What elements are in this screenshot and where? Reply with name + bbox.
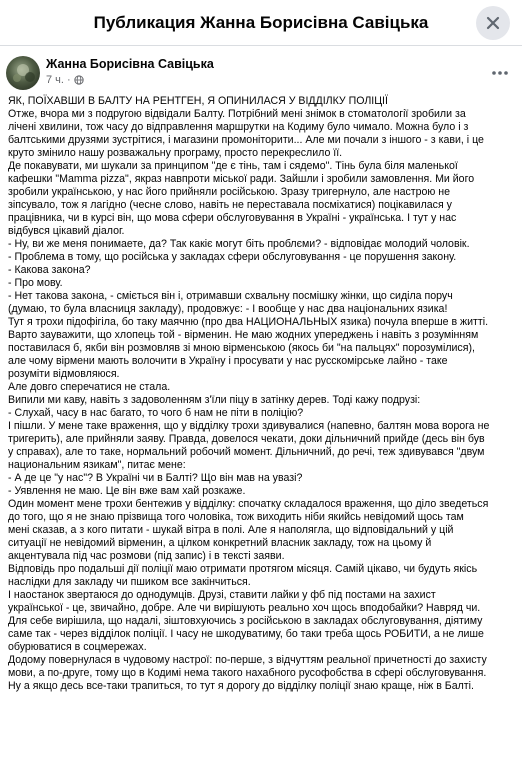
post-text-line: Де покавувати, ми шукали за принципом "де є тінь, там і сядемо". Тінь була біля маленької <box>8 160 458 172</box>
post-text-line: у справах), але то таке, нормальний робочий момент. Дільничний, до речі, теж здивувався "двум <box>8 446 485 458</box>
post-text <box>8 95 514 693</box>
post-text-line: І пішли. У мене таке враження, що у відділку трохи здивувалися (напевно, балтян мова ворога не <box>8 420 490 432</box>
post-dialog-header <box>0 0 522 46</box>
post-text-line: - Какова закона? <box>8 264 91 276</box>
post-text-line: але чому вірмени мають волочити в Україну і просувати у нас русскомірське лайно - таке <box>8 355 448 367</box>
post-text-line: Але довго сперечатися не стала. <box>8 381 171 393</box>
post-text-line: лічені хвилини, тож часу до відправлення маршрутки на Кодиму було чимало. Можна було і з <box>8 121 469 133</box>
post-text-line: Випили ми каву, навіть з задоволенням з'їли піцу в затінку дерев. Тоді кажу подрузі: <box>8 394 421 406</box>
post-text-line: зіпсувало, тож я лагідно (чесне слово, навіть не переставала посміхатися) поцікавилася у <box>8 199 452 211</box>
post-text-line: кафешки "Mamma pizza", якраз навпроти міської ради. Зайшли і зробили замовлення. Ми його <box>8 173 475 185</box>
post-text-line: Отже, вчора ми з подругою відвідали Балту. Потрібний мені знімок в стоматології зробили за <box>8 108 466 120</box>
avatar[interactable] <box>6 56 40 90</box>
post-text-line: Один момент мене трохи бентежив у відділку: спочатку складалося враження, що діло зведеться <box>8 498 489 510</box>
post-text-line: обурюватися в соцмережах. <box>8 641 147 653</box>
post-text-line: відбувся цікавий діалог. <box>8 225 125 237</box>
post-text-line: поставилася б, якби він розмовляв зі мною вірменською (якось би "на пальцях" порозумілися), <box>8 342 475 354</box>
post-text-line: мови, а по-друге, тому що в Кодимі нема такого нахабного русофобства в сфері обслуговування. <box>8 667 487 679</box>
post-text-line: - А де це "у нас"? В Україні чи в Балті? Що він мав на увазі? <box>8 472 303 484</box>
post-text-line: - Уявлення не маю. Це він вже вам хай розкаже. <box>8 485 246 497</box>
post-text-line: Тут я трохи підофігіла, бо таку маячню (про два НАЦИОНАЛЬНЫХ язика) почула вперше в житті. <box>8 316 489 328</box>
more-options-button[interactable] <box>488 62 512 84</box>
author-name-link[interactable]: Жанна Борисівна Савіцька <box>46 57 214 71</box>
post-text-line: - Про мову. <box>8 277 63 289</box>
post-text-line: мені сказав, а з кого питати - шукай вітра в полі. Але я наполягла, що відповідальний у цій <box>8 524 454 536</box>
post-text-line: Варто зауважити, що хлопець той - вірменин. Не маю жодних упереджень і навіть з розумінням <box>8 329 479 341</box>
post-text-line: Відповідь про подальші дії поліції маю отримати протягом місяця. Самій цікаво, чи будуть якісь <box>8 563 478 575</box>
post-text-line: української - це, звичайно, добре. Але чи вирішують реально хоч щось вподобайки? Навряд чи. <box>8 602 481 614</box>
post-text-line: Для себе вирішила, що надалі, зіштовхуючись з російською в закладах обслуговування, діятиму <box>8 615 483 627</box>
more-horizontal-icon <box>492 71 508 75</box>
post-text-line: до того, що я не знаю прізвища того чоловіка, тож виходить ніби якийсь невідомий щось там <box>8 511 464 523</box>
post-text-line: круто змінило нашу розважальну програму, просто перекреслило її. <box>8 147 343 159</box>
post-text-line: - Нет такова закона, - сміється він і, отримавши схвальну посмішку жінки, що сиділа поруч <box>8 290 453 302</box>
close-icon <box>486 16 500 30</box>
post-time-link[interactable]: 7 ч. <box>46 74 64 86</box>
post-text-line: - Слухай, часу в нас багато, то чого б нам не піти в поліцію? <box>8 407 304 419</box>
post-text-line: ситуації не невідомий вірменин, а цілком конкретний власник закладу, тож на цьому й <box>8 537 432 549</box>
post-text-line: балтськими друзями зустрітися, і магазини промоніторити... Але ми почали з іншого - з кави, і це <box>8 134 484 146</box>
post-text-line: працівника, чи в курсі він, що мова сфери обслуговування в Україні - українська. І тут у нас <box>8 212 457 224</box>
post-meta: 7 ч. · <box>46 74 84 86</box>
post-text-line: саме так - через відділок поліції. І часу не шкодуватиму, бо таки треба щось РОБИТИ, а не лише <box>8 628 484 640</box>
post-text-line: І наостанок звертаюся до однодумців. Друзі, ставити лайки у фб під постами на захист <box>8 589 436 601</box>
post-text-line: (думаю, то була власниця закладу), продовжує: - І вообще у нас два національних язика! <box>8 303 448 315</box>
post-text-line: национальним язикам", питає мене: <box>8 459 186 471</box>
post-text-line: ЯК, ПОЇХАВШИ В БАЛТУ НА РЕНТГЕН, Я ОПИНИЛАСЯ У ВІДДІЛКУ ПОЛІЦІЇ <box>8 95 388 107</box>
post-text-line: Додому повернулася в чудовому настрої: по-перше, з відчуттям реальної причетності до захисту <box>8 654 487 666</box>
post-author-row <box>6 56 516 90</box>
post-text-line: Ну а якщо десь все-таки трапиться, то тут я дорогу до відділку поліції знаю краще, ніж в Балті. <box>8 680 474 692</box>
post-text-line: розуміти відмовляюся. <box>8 368 120 380</box>
post-text-line: - Ну, ви же меня понимаете, да? Так какіє могут біть проблєми? - відповідає молодий чоловік. <box>8 238 470 250</box>
post-text-line: акцентувала під час розмови (під запис) і в тексті заяви. <box>8 550 285 562</box>
globe-icon <box>74 75 84 85</box>
post-text-line: - Проблема в тому, що російська у закладах сфери обслуговування - це порушення закону. <box>8 251 457 263</box>
post-text-line: наслідки для закладу чи пшиком все закінчиться. <box>8 576 251 588</box>
post-text-line: тригерить), але прийняли заяву. Правда, довелося чекати, доки дільничний прийде (десь він був <box>8 433 485 445</box>
dialog-title: Публикация Жанна Борисівна Савіцька <box>93 12 429 32</box>
post-text-line: зробили українською, у нас його прийняли російською. Зразу тригернуло, але настрою не <box>8 186 451 198</box>
close-button[interactable] <box>476 6 510 40</box>
